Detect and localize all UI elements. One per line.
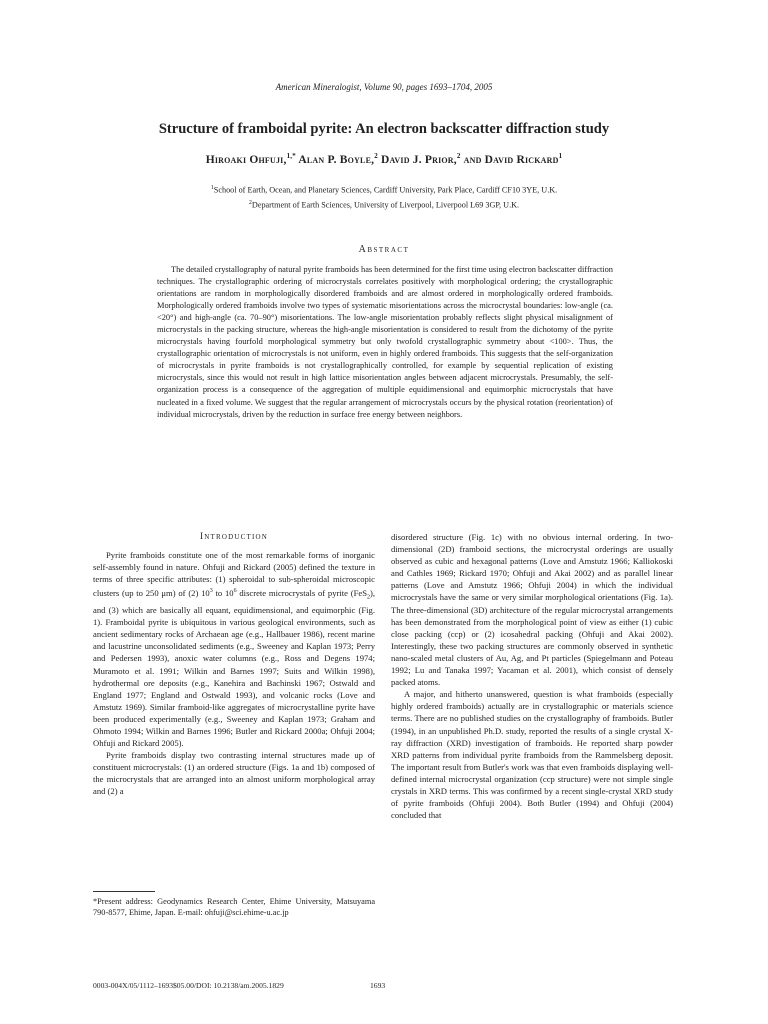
superscript: 6 <box>233 588 237 595</box>
author-mark: 1,* <box>286 152 296 160</box>
paragraph <box>93 549 375 749</box>
author-name: Hiroaki Ohfuji, <box>205 153 287 166</box>
author-name: David J. Prior, <box>380 153 457 166</box>
subscript: 2 <box>367 594 370 601</box>
doi-line: 0003-004X/05/1112–1693$05.00/DOI: 10.2138/am.2005.1829 <box>93 981 284 990</box>
superscript: 3 <box>209 588 213 595</box>
author-name: Alan P. Boyle, <box>298 153 375 166</box>
affiliations <box>0 182 768 211</box>
paragraph-text: discrete microcrystals of pyrite (FeS <box>236 588 367 599</box>
author-mark: 1 <box>558 152 563 160</box>
affiliation-line <box>0 182 768 197</box>
footnote: *Present address: Geodynamics Research Center, Ehime University, Matsuyama 790-8577, Ehime, Japan. E-mail: ohfuji@sci.ehime-u.ac.jp <box>93 897 375 918</box>
paragraph-text: to 10 <box>212 588 234 599</box>
paragraph: Pyrite framboids display two contrasting internal structures made up of constituent microcrystals: (1) an ordered structure (Figs. 1a and 1b) composed of the microcrystals that are arranged into an almost uniform morphological array and (2) a <box>93 750 375 797</box>
affiliation-line <box>0 197 768 212</box>
section-heading-introduction: Introduction <box>199 532 269 542</box>
article-title: Structure of framboidal pyrite: An electron backscatter diffraction study <box>158 121 610 137</box>
paragraph: disordered structure (Fig. 1c) with no obvious internal ordering. In two-dimensional (2D) framboid sections, the microcrystal orderings are usually observed as cubic and hexagonal patterns (Love and Amstutz 1966; Kalliokoski and Cathles 1969; Rickard 1970; Ohfuji and Akai 2002) and as parallel linear patterns (Love and Amstutz 1966; Ohfuji 2004) in which the individual microcrystals have the same or very similar morphological orientations (Fig. 1a). The three-dimensional (3D) architecture of the regular microcrystal arrangements has been demonstrated from the morphological point of view as either (1) cubic close packing (ccp) or (2) icosahedral packing (Ohfuji and Akai 2002). Interestingly, these two packing structures are commonly observed in synthetic nano-scaled metal clusters of Au, Ag, and Pt particles (Spiegelmann and Poteau 1992; Lu and Tanaka 1997; Yacaman et al. 2001), which consist of densely packed atoms. <box>391 532 673 688</box>
abstract-body: The detailed crystallography of natural pyrite framboids has been determined for the first time using electron backscatter diffraction techniques. The crystallographic ordering of microcrystals correlates positively with morphological ordering; the crystallographic orientations are random in morphologically disordered framboids and are almost ordered in morphologically ordered framboids. Morphologically ordered framboids involve two types of systematic misorientations across the microcrystal boundaries: low-angle (ca. <20°) and high-angle (ca. 70–90°) misorientations. The low-angle misorientation probably reflects slight physical misalignment of microcrystals in the packing structure, whereas the high-angle misorientation is considered to result from the dichotomy of the pyrite microcrystals having fourfold morphological symmetry but only twofold crystallographic symmetry about <100>. Thus, the crystallographic orientation of microcrystals is not uniform, even in highly ordered framboids. This suggests that the self-organization of microcrystals in pyrite framboids is not crystallographically controlled, for example by sequential replication of existing microcrystals, since this would not result in high lattice misorientation angles between adjacent microcrystals. Presumably, the self-organization process is a consequence of the aggregation of multiple equidimensional and equimorphic microcrystals that have nucleated in a fixed volume. We suggest that the regular arrangement of microcrystals occurs by the physical rotation (reorientation) of individual microcrystals, driven by the reduction in surface free energy between neighbors. <box>157 265 613 419</box>
author-name: and David Rickard <box>463 153 559 166</box>
journal-citation: American Mineralogist, Volume 90, pages 1693–1704, 2005 <box>275 82 493 92</box>
footnote-divider <box>93 891 155 892</box>
affiliation-text: Department of Earth Sciences, University of Liverpool, Liverpool L69 3GP, U.K. <box>251 200 520 210</box>
right-column <box>391 531 673 821</box>
paragraph-text: Pyrite framboids constitute one of the most remarkable forms of inorganic self-assembly found in nature. Ohfuji and Rickard (2005) defined the texture in terms of three specific attributes: (1) spheroidal to sub-spheroidal microscopic clusters (up to 250 μm) of (2) 10 <box>93 550 375 599</box>
author-mark: 2 <box>374 152 378 160</box>
affiliation-mark: 2 <box>248 199 252 206</box>
paragraph-text: ), and (3) which are basically all equant, equidimensional, and equimorphic (Fig. 1). Framboidal pyrite is ubiquitous in various geological environments, such as ancient sedimentary rocks of Archaean age (e.g., Hallbauer 1986), recent marine and lacustrine unconsolidated sediments (e.g., Sweeney and Kaplan 1973; Perry and Pedersen 1993), anoxic water columns (e.g., Ross and Degens 1974; Muramoto et al. 1991; Wilkin and Barnes 1997; Suits and Wilkin 1998), hydrothermal ore deposits (e.g., Kanehira and Bachinski 1967; Ostwald and England 1977; England and Ostwald 1993), and volcanic rocks (Love and Amstutz 1969). Similar framboid-like aggregates of microcrystalline pyrite have been produced experimentally (e.g., Sweeney and Kaplan 1973; Graham and Ohmoto 1994; Wilkin and Barnes 1996; Butler and Rickard 2000a; Ohfuji 2004; Ohfuji and Rickard 2005). <box>93 588 376 749</box>
affiliation-mark: 1 <box>210 185 214 191</box>
left-column <box>93 531 375 798</box>
page-number: 1693 <box>370 981 386 990</box>
author-mark: 2 <box>456 152 461 160</box>
abstract-heading: Abstract <box>358 244 410 255</box>
paragraph: A major, and hitherto unanswered, question is what framboids (especially highly ordered framboids) actually are in crystallographic or materials science terms. There are no published studies on the crystallography of framboids. Butler (1994), in an unpublished Ph.D. study, reported the results of a single crystal X-ray diffraction (XRD) investigation of framboids. He reported sharp powder XRD patterns from individual pyrite framboids from the Rammelsberg deposit. The important result from Butler's work was that even framboids displaying well-defined internal microcrystal organization (ccp structure) were not simple single crystals in XRD terms. This was confirmed by a recent single-crystal XRD study of pyrite framboids (Ohfuji 2004). Both Butler (1994) and Ohfuji (2004) concluded that <box>391 689 673 821</box>
author-list <box>0 152 768 166</box>
affiliation-text: School of Earth, Ocean, and Planetary Sciences, Cardiff University, Park Place, Cardiff CF10 3YE, U.K. <box>213 185 558 195</box>
